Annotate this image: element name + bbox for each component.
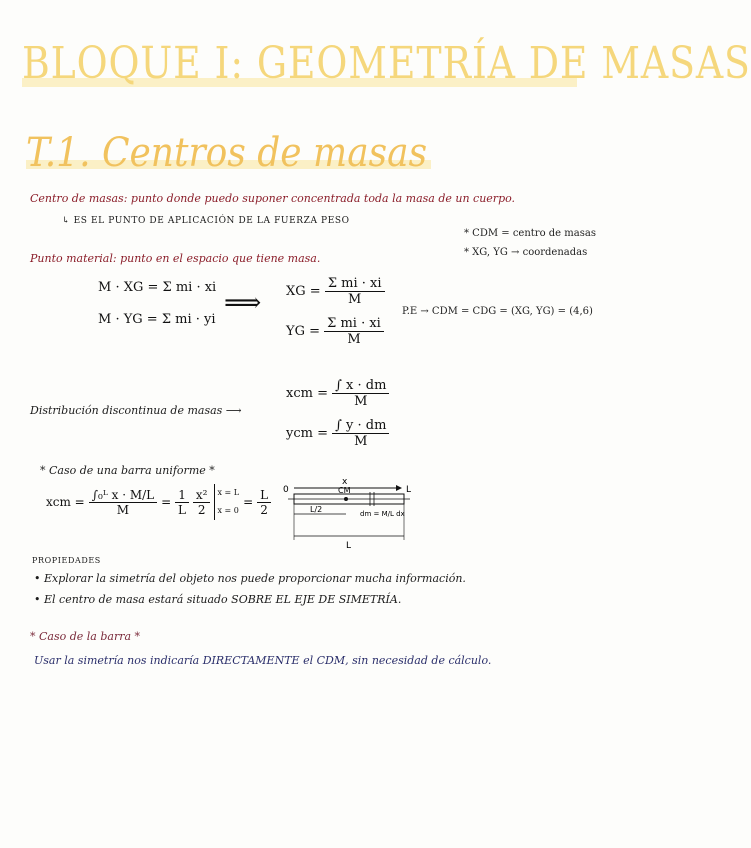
- xg-fraction: [325, 276, 385, 307]
- xg-numerator: Σ mi · xi: [325, 276, 385, 292]
- xcm-lhs: xcm =: [286, 386, 328, 401]
- bar-x2-num: x²: [193, 488, 211, 503]
- xcm-formula: [286, 378, 389, 409]
- property-item-1-text: Explorar la simetría del objeto nos puede proporcionar mucha información.: [44, 572, 466, 585]
- bar-one-fraction: [175, 488, 189, 517]
- bar-eq1: =: [161, 495, 172, 509]
- bar-integral-num: ∫₀ᴸ x · M/L: [89, 488, 157, 503]
- mxg-equation: M · XG = Σ mi · xi: [98, 280, 217, 295]
- bar-xcm-lhs: xcm =: [46, 495, 85, 509]
- bar-eq2: =: [243, 495, 254, 509]
- bar-x2-fraction: [193, 488, 211, 517]
- property-item-1: • Explorar la simetría del objeto nos puede proporcionar mucha información.: [34, 572, 466, 585]
- bar-result-den: 2: [260, 502, 268, 517]
- implies-arrow: ⟹: [224, 288, 262, 318]
- bar-integral-fraction: [89, 488, 157, 517]
- bar-integral: [46, 484, 271, 520]
- ycm-denominator: M: [354, 434, 368, 449]
- bar-x2-den: 2: [197, 502, 206, 517]
- ycm-lhs: ycm =: [286, 426, 328, 441]
- coords-side-note: * XG, YG → coordenadas: [464, 247, 588, 258]
- bar-one-den: L: [178, 502, 187, 517]
- bar-limit-bottom: x = 0: [217, 506, 239, 515]
- yg-numerator: Σ mi · xi: [324, 316, 384, 332]
- bar-limit-top: x = L: [217, 488, 240, 497]
- cm-label: CM: [338, 486, 351, 495]
- yg-fraction: [324, 316, 384, 347]
- tema-title: T.1. Centros de masas: [26, 130, 428, 176]
- xcm-numerator: ∫ x · dm: [332, 378, 389, 394]
- xg-denominator: M: [348, 292, 362, 307]
- property-item-2: • El centro de masa estará situado SOBRE EL EJE DE SIMETRÍA.: [34, 593, 402, 606]
- pe-side-note: P.E → CDM = CDG = (XG, YG) = (4,6): [402, 306, 593, 317]
- xg-formula: [286, 276, 385, 307]
- x-arrow-head: [396, 485, 402, 491]
- xcm-fraction: [332, 378, 389, 409]
- xg-lhs: XG =: [286, 284, 321, 299]
- bar-case2-text: Usar la simetría nos indicaría DIRECTAMENTE el CDM, sin necesidad de cálculo.: [34, 654, 492, 667]
- property-item-2-text: El centro de masa estará situado SOBRE EL EJE DE SIMETRÍA.: [44, 593, 402, 606]
- yg-formula: [286, 316, 384, 347]
- bar-integral-den: M: [116, 502, 130, 517]
- ycm-fraction: [332, 418, 389, 449]
- dm-label: dm = M/L dx: [360, 510, 405, 518]
- continuous-label: Distribución discontinua de masas ⟶: [30, 404, 242, 417]
- ycm-formula: [286, 418, 389, 449]
- yg-lhs: YG =: [286, 324, 320, 339]
- cm-point: [344, 497, 348, 501]
- punto-material-definition: Punto material: punto en el espacio que tiene masa.: [30, 252, 321, 265]
- bar-case2-heading: * Caso de la barra *: [30, 630, 141, 643]
- l-right-label: L: [406, 485, 412, 495]
- cdm-side-note: * CDM = centro de masas: [464, 228, 596, 239]
- centro-masas-definition: Centro de masas: punto donde puedo suponer concentrada toda la masa de un cuerpo.: [30, 192, 516, 205]
- bar-result-num: L: [257, 488, 271, 503]
- xcm-denominator: M: [354, 394, 368, 409]
- l-total-label: L: [346, 541, 352, 551]
- half-label: L/2: [310, 505, 323, 514]
- x-label: x: [342, 477, 348, 487]
- properties-heading: PROPIEDADES: [32, 556, 101, 565]
- myg-equation: M · YG = Σ mi · yi: [98, 312, 216, 327]
- bloque-title: BLOQUE I: GEOMETRÍA DE MASAS: [22, 38, 751, 89]
- bar-result-fraction: [257, 488, 271, 517]
- bar-case-heading: * Caso de una barra uniforme *: [40, 464, 215, 477]
- bar-diagram: [280, 464, 420, 554]
- punto-aplicacion-note: ↳ ES EL PUNTO DE APLICACIÓN DE LA FUERZA PESO: [62, 216, 350, 226]
- bar-limits: [214, 484, 239, 520]
- bar-one-num: 1: [175, 488, 189, 503]
- zero-label: 0: [283, 485, 289, 495]
- ycm-numerator: ∫ y · dm: [332, 418, 389, 434]
- yg-denominator: M: [347, 332, 361, 347]
